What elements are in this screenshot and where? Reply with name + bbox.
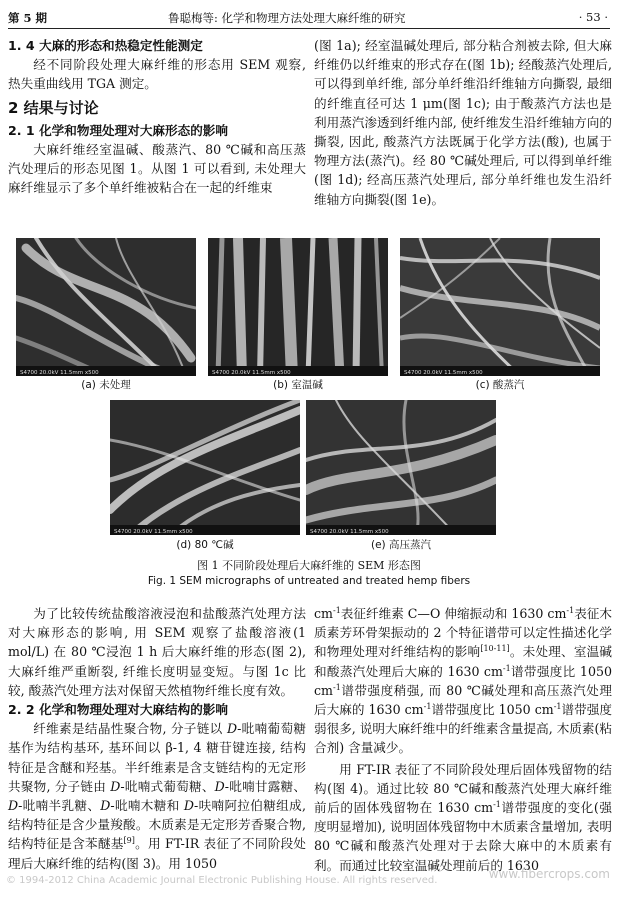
d-prefix: D (8, 798, 19, 814)
fiber-bundle-image-e (306, 400, 496, 535)
structure-text-4: -吡喃甘露糖、 (224, 778, 306, 794)
section-2-1-heading: 2. 1 化学和物理处理对大麻形态的影响 (8, 122, 228, 138)
citation-9[interactable]: [9] (123, 836, 135, 846)
residue-paragraph (314, 760, 612, 875)
structure-text-7: -呋喃阿拉伯糖组成, 结构特征是含少量羧酸。木质素是无定形芳香聚合物, 结构特征是含苯醚基 (8, 798, 306, 852)
micrograph-c (400, 238, 600, 376)
sup-minus-1: -1 (423, 701, 432, 711)
sup-minus-1: -1 (502, 663, 511, 673)
structure-text-1: 纤维素是结晶性聚合物, 分子链以 (33, 721, 227, 737)
sup-minus-1: -1 (333, 682, 341, 692)
d-prefix: D (183, 798, 195, 814)
caption-b: (b) 室温碱 (273, 379, 323, 391)
fiber-bundle-image-c (400, 238, 600, 376)
ftir-text-4: 。未处理、室温碱和酸蒸汽处理后大麻的 1630 cm (314, 644, 613, 679)
left-column-top (8, 36, 306, 198)
section-2-1-continued: (图 1a); 经室温碱处理后, 部分粘合剂被去除, 但大麻纤维仍以纤维束的形式存在(图 1b); 经酸蒸汽处理后, 可以得到单纤维, 部分单纤维沿纤维轴方向撕裂, 最细的纤维直径可达 1 μm(图 1c); 由于酸蒸汽方法也是利用蒸汽渗透到纤维内部, 使纤维发生沿纤维轴方向的撕裂, 因此, 酸蒸汽方法既属于化学方法(酸), 也属于物理方法(蒸汽)。经 80 ℃碱处理后, 可以得到单纤维(图 1d); 经高压蒸汽处理后, 部分单纤维也发生沿纤维轴方向撕裂(图 1e)。 (314, 38, 612, 207)
fiber-bundle-image-a (16, 238, 196, 376)
residue-text-2: 谱带强度的变化(强度明显增加), 说明固体残留物中木质素含量增加, 表明 80 ℃碱和酸蒸汽处理对于去除大麻中的木质素有利。而通过比较室温碱处理前后的 1630 (314, 800, 612, 873)
sup-minus-1: -1 (493, 799, 501, 809)
ftir-text-3: 表征木质素芳环骨架振动的 2 个特征谱带可以定性描述化学和物理处理对纤维结构的影响 (314, 606, 612, 660)
ftir-text-2: 表征纤维素 C—O 伸缩振动和 1630 cm (340, 606, 567, 621)
figure-caption-cn: 图 1 不同阶段处理后大麻纤维的 SEM 形态图 (197, 559, 421, 572)
ftir-text-6: 谱带强度稍强, 而 80 ℃碱处理和高压蒸汽处理后大麻的 1630 cm (314, 682, 612, 718)
section-1-4-text: 经不同阶段处理大麻纤维的形态用 SEM 观察, 热失重曲线用 TGA 测定。 (8, 57, 306, 92)
caption-c: (c) 酸蒸汽 (475, 379, 525, 391)
structure-text-3: -吡喃式葡萄糖、 (120, 778, 215, 794)
structure-text-2: -吡喃葡萄糖基作为结构基环, 基环间以 β-1, 4 糖苷键连接, 结构特征是含醚和羟基。半纤维素是含支链结构的无定形共聚物, 分子链由 (8, 721, 306, 794)
caption-d: (d) 80 ℃碱 (176, 539, 234, 551)
structure-paragraph (8, 719, 306, 873)
watermark: www.fibercrops.com (488, 867, 610, 881)
micrograph-a-scale-label: S4700 20.0kV 11.5mm x500 (20, 370, 99, 376)
section-2-2-heading: 2. 2 化学和物理处理对大麻结构的影响 (8, 702, 228, 718)
section-2-1-text: 大麻纤维经室温碱、酸蒸汽、80 ℃碱和高压蒸汽处理后的形态见图 1。从图 1 可以看到, 未处理大麻纤维显示了多个单纤维被粘合在一起的纤维束 (8, 142, 306, 196)
ftir-text-7: 谱带强度比 1050 cm (431, 702, 554, 718)
fiber-bundle-image-b (208, 238, 388, 376)
caption-e: (e) 高压蒸汽 (371, 539, 431, 551)
d-prefix: D (226, 721, 238, 737)
ftir-text-5: 谱带强度比 1050 cm (314, 663, 612, 698)
d-prefix: D (110, 778, 121, 794)
left-column-bottom (8, 604, 306, 873)
micrograph-b-scale-label: S4700 20.0kV 11.5mm x500 (212, 370, 291, 376)
copyright-notice: © 1994-2012 China Academic Journal Electronic Publishing House. All rights reserved. (6, 875, 438, 886)
residue-text-1: 用 FT-IR 表征了不同阶段处理后固体残留物的结构(图 4)。通过比较 80 ℃碱和酸蒸汽处理大麻纤维前后的固体残留物在 1630 cm (314, 761, 612, 816)
ftir-text-8: 谱带强度弱很多, 说明大麻纤维中的纤维素含量提高, 木质素(粘合剂) 含量减少。 (314, 702, 612, 756)
micrograph-b (208, 238, 388, 376)
issue-number: 第 5 期 (8, 11, 48, 25)
d-prefix: D (100, 798, 111, 814)
caption-a: (a) 未处理 (81, 379, 131, 391)
micrograph-c-scale-label: S4700 20.0kV 11.5mm x500 (404, 370, 483, 376)
section-2-heading: 2 结果与讨论 (8, 98, 99, 117)
running-title: 鲁聪梅等: 化学和物理方法处理大麻纤维的研究 (168, 11, 406, 25)
d-prefix: D (214, 778, 225, 794)
hcl-comparison-paragraph: 为了比较传统盐酸溶液浸泡和盐酸蒸汽处理方法对大麻形态的影响, 用 SEM 观察了盐酸溶液(1 mol/L) 在 80 ℃浸泡 1 h 后大麻纤维的形态(图 2), 大麻纤维严重断裂, 纤维长度明显变短。与图 1c 比较, 酸蒸汽处理方法对保留天然植物纤维长度有效。 (8, 606, 306, 698)
section-1-4-heading: 1. 4 大麻的形态和热稳定性能测定 (8, 38, 203, 53)
sup-minus-1: -1 (333, 605, 341, 615)
figure-caption-en: Fig. 1 SEM micrographs of untreated and treated hemp fibers (147, 575, 471, 587)
micrograph-e (306, 400, 496, 535)
sup-minus-1: -1 (566, 605, 575, 615)
micrograph-d (110, 400, 300, 535)
citation-10-11[interactable]: [10-11] (480, 644, 510, 654)
micrograph-a (16, 238, 196, 376)
structure-text-5: -吡喃半乳糖、 (18, 798, 101, 814)
structure-text-8: 。用 FT-IR 表征了不同阶段处理后大麻纤维的结构(图 3)。用 1050 (8, 836, 306, 871)
right-column-bottom (314, 604, 612, 875)
page-number: · 53 · (578, 10, 608, 24)
right-column-top (314, 36, 612, 209)
fiber-bundle-image-d (110, 400, 300, 535)
running-header (8, 6, 610, 29)
ftir-paragraph (314, 604, 612, 758)
micrograph-d-scale-label: S4700 20.0kV 11.5mm x500 (114, 529, 193, 535)
structure-text-6: -吡喃木糖和 (110, 798, 184, 814)
ftir-text-1: cm (314, 606, 333, 621)
sup-minus-1: -1 (553, 701, 562, 711)
micrograph-e-scale-label: S4700 20.0kV 11.5mm x500 (310, 529, 389, 535)
